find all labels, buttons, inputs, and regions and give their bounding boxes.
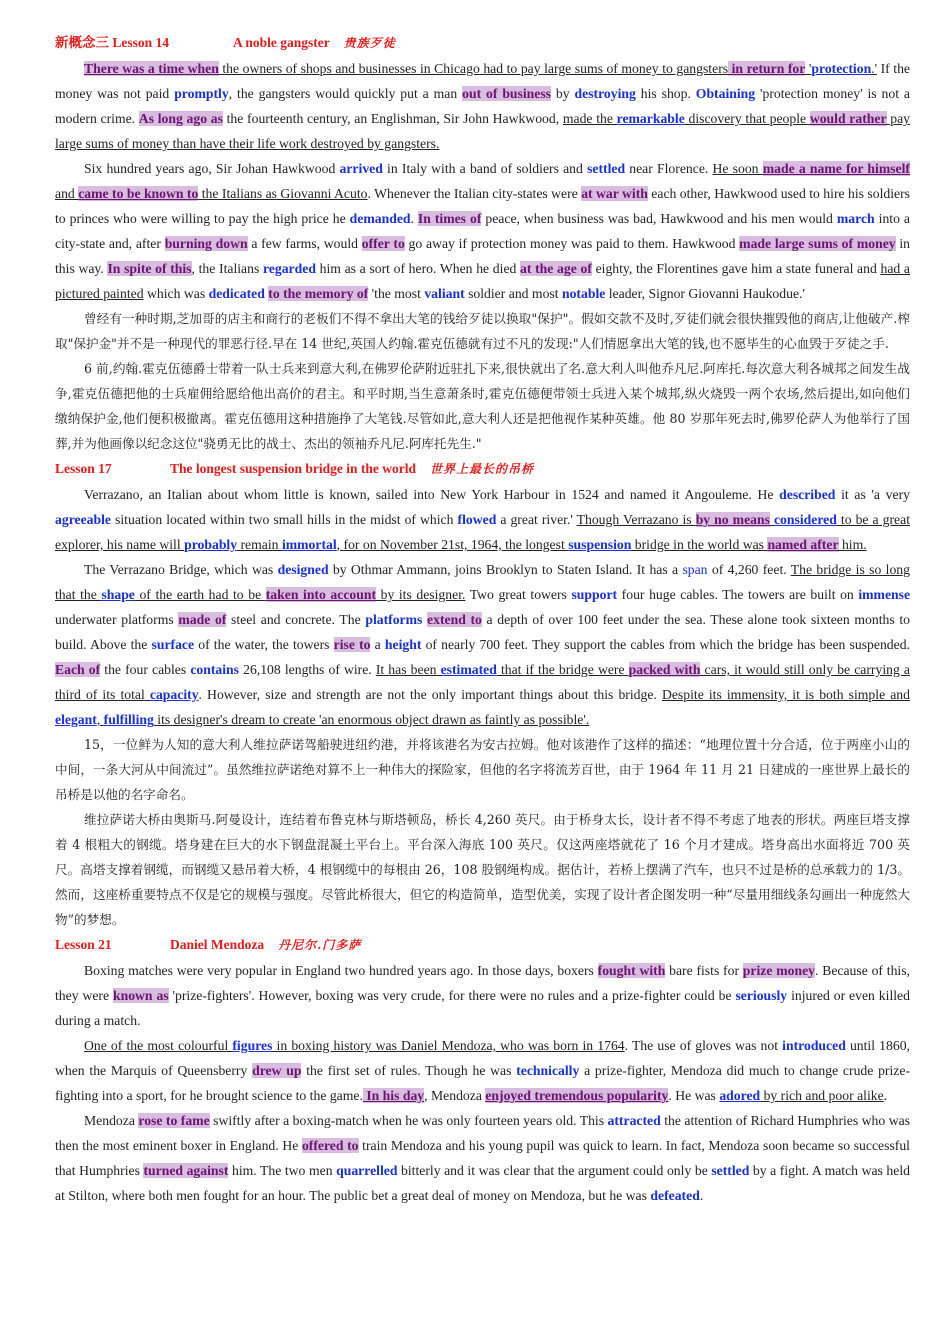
text-run: bare fists for [665,963,743,978]
text-run: Mendoza [84,1113,139,1128]
keyword: contains [190,662,239,677]
keyword: introduced [782,1038,846,1053]
text-run: . [883,1088,888,1103]
keyword: probably [184,537,238,552]
highlighted-phrase: by no means [695,512,770,527]
text-run: go away if protection money was paid to them. Hawkwood [404,236,740,251]
english-paragraph [55,958,910,1033]
text-run: him as a sort of hero. When he died [315,261,521,276]
highlighted-phrase: offer to [361,236,405,251]
text-run: a depth of over 100 feet under the sea. These alone took sixteen months to build. Above the [55,612,910,652]
keyword: regarded [262,261,316,276]
text-run: a [370,637,385,652]
keyword: designed [277,562,329,577]
text-run: the four cables [100,662,191,677]
highlighted-phrase: made of [178,612,227,627]
keyword: settled [587,161,626,176]
keyword: march [836,211,875,226]
keyword: adored [719,1088,761,1103]
text-run: . [410,211,418,226]
highlighted-phrase: taken into account [265,587,377,602]
highlighted-phrase: known as [112,988,169,1003]
underlined-sentence: cars, it would still only be carrying a third of its total [55,662,910,702]
highlighted-phrase: prize money [742,963,815,978]
text-run: . The use of gloves was not [624,1038,783,1053]
highlighted-phrase: In his day [362,1088,425,1103]
keyword: destroying [574,86,636,101]
text-run: , the gangsters would quickly put a man [228,86,463,101]
keyword: arrived [339,161,383,176]
highlighted-phrase: at the age of [520,261,592,276]
text-run: a great river.' [496,512,577,527]
keyword: technically [516,1063,580,1078]
lesson-title-chinese: 世界上最长的吊桥 [430,462,535,476]
highlighted-phrase: named after [767,537,839,552]
underlined-sentence: It has been [375,662,441,677]
highlighted-phrase: enjoyed tremendous popularity [485,1088,669,1103]
lesson-heading [55,456,910,482]
text-run: a prize-fighter, Mendoza did much to change crude prize-fighting into a sport, for he brought science to the game. [55,1063,910,1103]
keyword: notable [561,286,606,301]
keyword: capacity [149,687,199,702]
text-run: by a fight. A match was held at Stilton, where both men fought for an hour. The public bet a great deal of money on Mendoza, but he was [55,1163,910,1203]
chinese-paragraph: 15，一位鲜为人知的意大利人维拉萨诺驾船驶进纽约港，并将该港名为安古拉姆。他对该港作了这样的描述：“地理位置十分合适，位于两座小山的中间，一条大河从中间流过”。虽然维拉萨诺绝对算不上一种伟大的探险家，但他的名字将流芳百世，由于 1964 年 11 月 21 日建成的一座世界上最长的吊桥是以他的名字命名。 [55,737,910,802]
keyword: span [682,562,708,577]
keyword: settled [711,1163,750,1178]
keyword: valiant [424,286,465,301]
highlighted-phrase: fought with [597,963,666,978]
keyword: immense [858,587,911,602]
highlighted-phrase: packed with [628,662,701,677]
text-run: him. The two men [228,1163,337,1178]
english-paragraph [55,557,910,732]
highlighted-phrase: In spite of this [107,261,192,276]
text-run: eighty, the Florentines gave him a state funeral and [591,261,881,276]
keyword: elegant [55,712,97,727]
keyword: shape [101,587,135,602]
keyword: remarkable [616,111,685,126]
text-run: in this way. [55,236,911,276]
underlined-sentence: He soon [712,161,763,176]
keyword: figures [232,1038,273,1053]
text-run: . [699,1188,704,1203]
chinese-paragraph: 曾经有一种时期,芝加哥的店主和商行的老板们不得不拿出大笔的钱给歹徒以换取"保护"。假如交款不及时,歹徒们就会很快摧毁他的商店,让他破产.榨取"保护金"并不是一种现代的罪恶行径.早在 14 世纪,英国人约翰.霍克伍德就有过不凡的发现:"人们情愿拿出大笔的钱,也不愿毕生的心血毁于歹徒之手. [55,311,910,351]
keyword: immortal [281,537,337,552]
text-run: The Verrazano Bridge, which was [84,562,278,577]
highlighted-phrase: In times of [417,211,482,226]
text-run: near Florence. [625,161,713,176]
text-run: soldier and most [464,286,562,301]
text-run: each other, Hawkwood used to hire his soldiers to princes who were willing to pay the high price he [55,186,910,226]
underlined-sentence: discovery that people [684,111,810,126]
text-run: . However, size and strength are not the only important things about this bridge. [198,687,662,702]
text-run: it as 'a very [835,487,910,502]
underlined-sentence: .' [871,61,878,76]
lesson-title-chinese: 丹尼尔.门多萨 [278,938,362,952]
text-run: . Because of this, they were [55,963,910,1003]
text-run: Two great towers [465,587,572,602]
keyword: quarrelled [336,1163,398,1178]
english-paragraph [55,156,910,306]
text-run: 'the most [368,286,425,301]
lesson-heading [55,30,910,56]
text-run: swiftly after a boxing-match when he was only fourteen years old. This [209,1113,608,1128]
text-run: , the Italians [191,261,263,276]
text-run: in Italy with a band of soldiers and [382,161,588,176]
underlined-sentence: by rich and poor alike [760,1088,884,1103]
highlighted-phrase: turned against [143,1163,229,1178]
highlighted-phrase: made large sums of money [739,236,896,251]
underlined-sentence: Though Verrazano is [576,512,696,527]
underlined-sentence: , [96,712,104,727]
text-run: which was [143,286,209,301]
underlined-sentence: of the earth had to be [134,587,266,602]
keyword: surface [151,637,195,652]
text-run: Verrazano, an Italian about whom little is known, sailed into New York Harbour in 1524 and named it Angouleme. He [84,487,780,502]
keyword: estimated [440,662,497,677]
underlined-sentence: in boxing history was Daniel Mendoza, who was born in 1764 [272,1038,625,1053]
text-run: . He was [668,1088,720,1103]
text-run: If the money was not paid [55,61,910,101]
highlighted-phrase: would rather [809,111,887,126]
english-paragraph [55,1033,910,1108]
underlined-sentence: to be a great explorer, his name will [55,512,911,552]
keyword: height [384,637,422,652]
text-run: Boxing matches were very popular in England two hundred years ago. In those days, boxers [84,963,598,978]
text-run: situation located within two small hills in the midst of which [111,512,458,527]
highlighted-phrase: rise to [333,637,371,652]
keyword: seriously [735,988,788,1003]
highlighted-phrase: at war with [581,186,648,201]
highlighted-phrase: in return for [728,61,806,76]
underlined-sentence: the Italians as Giovanni Acuto [198,186,368,201]
text-run: injured or even killed during a match. [55,988,910,1028]
underlined-sentence: One of the most colourful [84,1038,233,1053]
text-run: peace, when business was bad, Hawkwood and his men would [481,211,837,226]
chinese-paragraph: 维拉萨诺大桥由奥斯马.阿曼设计，连结着布鲁克林与斯塔顿岛，桥长 4,260 英尺。由于桥身太长，设计者不得不考虑了地表的形状。两座巨塔支撑着 4 根粗大的钢缆。塔身建在巨大的水下钢盘混凝土平台上。平台深入海底 100 英尺。仅这两座塔就花了 16 个月才建成。塔身高出水面将近 700 英尺。高塔支撑着钢缆，而钢缆又悬吊着大桥，4 根钢缆中的每根由 26，108 股钢绳构成。据估计，若桥上摆满了汽车，也只不过是桥的总承载力的 1/3。然而，这座桥重要特点不仅是它的规模与强度。尽管此桥很大，但它的构造简单，造型优美，实现了设计者企图发明一种“尽量用细线条勾画出一种庞然大物”的梦想。 [55,812,910,927]
keyword: promptly [174,86,229,101]
underlined-sentence: that if the bridge were [496,662,629,677]
text-run: a few farms, would [247,236,362,251]
keyword: support [571,587,618,602]
lesson-title: Daniel Mendoza [170,937,265,952]
highlighted-phrase: burning down [164,236,248,251]
text-run: underwater platforms [55,612,179,627]
underlined-sentence: remain [237,537,282,552]
text-run: bitterly and it was clear that the argument could only be [397,1163,712,1178]
text-run: 26,108 lengths of wire. [239,662,376,677]
text-run: of nearly 700 feet. They support the cables from which the bridge has been suspended. [421,637,910,652]
text-run: the first set of rules. Though he was [301,1063,517,1078]
lesson-heading [55,932,910,958]
highlighted-phrase: rose to fame [138,1113,210,1128]
lesson-number: Lesson 17 [55,461,112,476]
underlined-sentence: had a pictured painted [55,261,911,301]
highlighted-phrase: extend to [427,612,482,627]
text-run: Six hundred years ago, Sir Johan Hawkwood [84,161,340,176]
keyword: fulfilling [103,712,154,727]
keyword: demanded [349,211,411,226]
underlined-sentence: bridge in the world was [631,537,768,552]
text-run: of 4,260 feet. [707,562,791,577]
highlighted-phrase: Each of [55,662,101,677]
lesson-title-chinese: 贵族歹徒 [343,36,396,50]
text-run: leader, Signor Giovanni Haukodue.' [605,286,805,301]
chinese-paragraph: 6 前,约翰.霍克伍德爵士带着一队士兵来到意大利,在佛罗伦萨附近驻扎下来,很快就出了名.意大利人叫他乔凡尼.阿库托.每次意大利各城邦之间发生战争,霍克伍德把他的士兵雇佣给愿给他出高价的君主。和平时期,当生意萧条时,霍克伍德便带领士兵进入某个城邦,纵火烧毁一两个农场,然后提出,如向他们缴纳保护金,他们便积极撤离。霍克伍德用这种措施挣了大笔钱.尽管如此,意大利人还是把他视作某种英雄。他 80 岁那年死去时,佛罗伦萨人为他举行了国葬,并为他画像以纪念这位"骁勇无比的战士、杰出的领袖乔凡尼.阿库托先生." [55,361,910,451]
highlighted-phrase: came to be known to [78,186,199,201]
text-run: of the water, the towers [194,637,334,652]
keyword: flowed [457,512,497,527]
highlighted-phrase: offered to [301,1138,359,1153]
text-run: , Mendoza [424,1088,486,1103]
text-run: steel and concrete. The [226,612,366,627]
text-run: four huge cables. The towers are built on [617,587,859,602]
text-run: . Whenever the Italian city-states were [367,186,582,201]
keyword: platforms [365,612,423,627]
keyword: agreeable [55,512,111,527]
keyword: attracted [607,1113,661,1128]
text-run: until 1860, when the Marquis of Queensberry [55,1038,910,1078]
highlighted-phrase: made a name for himself [762,161,910,176]
underlined-sentence: and [55,186,79,201]
underlined-sentence: Despite its immensity, it is both simple and [661,687,910,702]
lesson-number: 新概念三 Lesson 14 [55,35,170,50]
english-paragraph [55,56,910,156]
text-run: by [551,86,575,101]
keyword: protection [811,61,872,76]
highlighted-phrase: to the memory of [268,286,369,301]
text-run: into a city-state and, after [55,211,910,251]
text-run: the attention of Richard Humphries who was then the most eminent boxer in England. He [55,1113,910,1153]
highlighted-phrase: As long ago as [138,111,223,126]
text-run: 'protection money' is not a modern crime. [55,86,910,126]
underlined-sentence: The bridge is so long that the [55,562,910,602]
highlighted-phrase: There was a time when [84,61,219,76]
english-paragraph [55,482,910,557]
lesson-number: Lesson 21 [55,937,112,952]
highlighted-phrase: out of business [462,86,552,101]
underlined-sentence: him. [838,537,867,552]
underlined-sentence: ' [805,61,812,76]
underlined-sentence: the owners of shops and businesses in Chicago had to pay large sums of money to gangsters [218,61,729,76]
lesson-title: The longest suspension bridge in the world [170,461,417,476]
text-run: 'prize-fighters'. However, boxing was very crude, for there were no rules and a prize-fighter could be [168,988,736,1003]
underlined-sentence: , for on November 21st, 1964, the longest [336,537,569,552]
keyword: described [779,487,836,502]
lesson-title: A noble gangster [233,35,330,50]
underlined-sentence: pay large sums of money than have their life work destroyed by gangsters. [55,111,910,151]
text-run: by Othmar Ammann, joins Brooklyn to Staten Island. It has a [328,562,683,577]
keyword: defeated [650,1188,700,1203]
underlined-sentence: by its designer. [376,587,466,602]
keyword: Obtaining [695,86,756,101]
text-run: the fourteenth century, an Englishman, Sir John Hawkwood, [222,111,563,126]
document-page [55,30,910,1208]
keyword: considered [773,512,837,527]
text-run: train Mendoza and his young pupil was quick to learn. In fact, Mendoza soon became so successful that Humphries [55,1138,910,1178]
underlined-sentence: made the [562,111,617,126]
text-run: his shop. [635,86,696,101]
underlined-sentence: its designer's dream to create 'an enormous object drawn as faintly as possible'. [153,712,590,727]
keyword: dedicated [208,286,265,301]
highlighted-phrase: drew up [252,1063,302,1078]
english-paragraph [55,1108,910,1208]
keyword: suspension [568,537,632,552]
